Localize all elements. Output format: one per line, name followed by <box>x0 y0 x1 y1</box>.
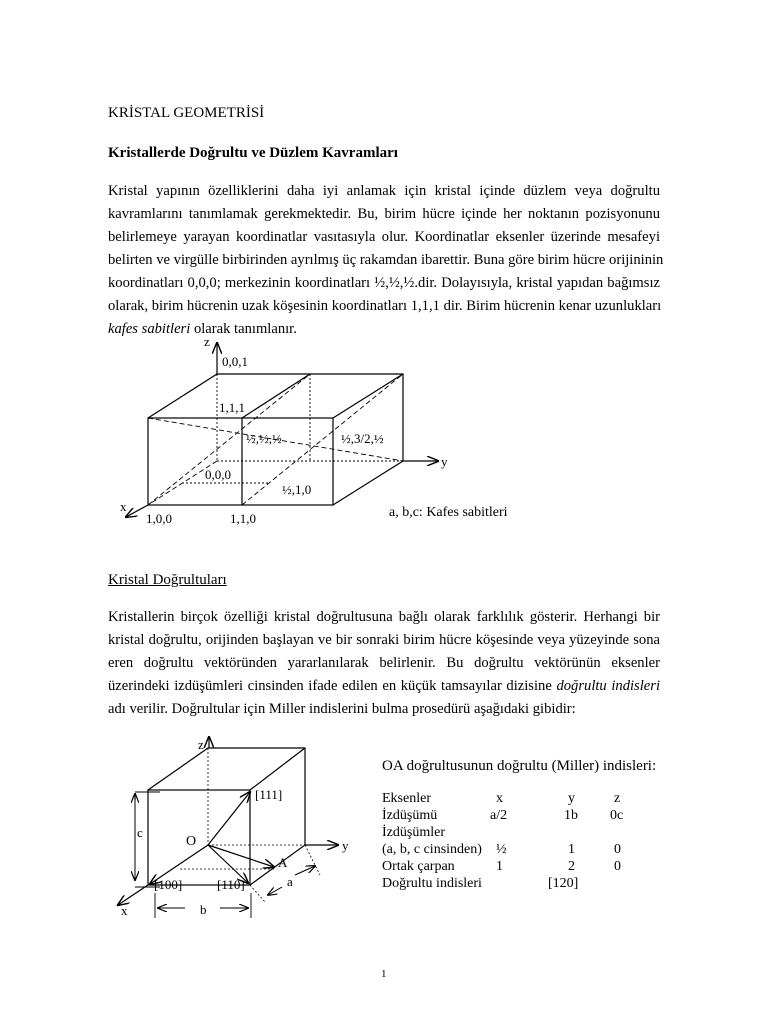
coord-label: 1,0,0 <box>146 511 172 526</box>
cell: İzdüşümü <box>382 808 438 823</box>
direction-111-label: [111] <box>255 787 283 802</box>
term-direction-indices: doğrultu indisleri <box>556 678 660 694</box>
cell: y <box>568 791 575 806</box>
table-row <box>382 858 642 875</box>
section-heading-crystal-directions: Kristal Doğrultuları <box>108 572 227 588</box>
cell: Eksenler <box>382 791 431 806</box>
text-line: belirlemeye yarayan koordinatlar vasıtasıyla olur. Koordinatlar eksenler üzerinde mesafeyi <box>108 229 660 245</box>
y-label: y <box>342 838 349 853</box>
cell: 0c <box>610 808 624 823</box>
text-line: koordinatları 0,0,0; merkezinin koordinatları ½,½,½.dir. Dolayısıyla, kristal yapıdan bağımsız <box>108 275 660 291</box>
text-line: Kristal yapının özelliklerini daha iyi anlamak için kristal içinde düzlem veya doğrultu <box>108 183 660 199</box>
result-value: [120] <box>548 876 579 891</box>
text-line: adı verilir. Doğrultular için Miller indislerini bulma prosedürü aşağıdaki gibidir: <box>108 701 576 717</box>
coord-label: 1,1,0 <box>230 511 256 526</box>
lattice-b-label: b <box>200 902 207 917</box>
lattice-c-label: c <box>137 825 143 840</box>
text-fragment: üzerindeki izdüşümleri cinsinden ifade edilen en küçük tamsayılar dizisine <box>108 678 557 694</box>
table-row <box>382 841 642 858</box>
z-label: z <box>198 737 204 752</box>
text-fragment: olarak tanımlanır. <box>190 321 297 337</box>
cell: z <box>614 791 621 806</box>
origin-label: O <box>186 834 197 849</box>
cell: x <box>496 791 503 806</box>
coord-label: 1,1,1 <box>219 400 245 415</box>
cell: 0 <box>614 842 621 857</box>
cell: 0 <box>614 859 621 874</box>
x-label: x <box>120 499 127 514</box>
coord-label: ½,3/2,½ <box>341 431 384 446</box>
cell: ½ <box>496 842 507 857</box>
table-row <box>382 875 642 892</box>
text-line: kavramlarını tanımlamak gerekmektedir. Bu, birim hücre içinde her noktanın pozisyonunu <box>108 206 660 222</box>
text-line <box>108 675 660 698</box>
cell: İzdüşümler <box>382 825 445 840</box>
miller-title: OA doğrultusunun doğrultu (Miller) indisleri: <box>382 758 657 774</box>
cell: (a, b, c cinsinden) <box>382 842 482 857</box>
page-number: 1 <box>381 968 387 980</box>
cell: 2 <box>568 859 575 874</box>
text-line: kristal doğrultu, orijinden başlayan ve bir sonraki birim hücre köşesinde veya yüzeyinde sona <box>108 632 660 648</box>
miller-table <box>382 790 642 892</box>
z-label: z <box>204 334 210 349</box>
text-line: belirten ve virgülle birbirinden ayrılmış üç rakamdan ibarettir. Buna göre birim hücre orijininin <box>108 252 664 268</box>
y-label: y <box>441 454 448 469</box>
cell: 1 <box>496 859 503 874</box>
direction-110-label: [110] <box>217 877 245 892</box>
document-title: KRİSTAL GEOMETRİSİ <box>108 105 265 121</box>
point-a-label: A <box>278 855 288 870</box>
cell: a/2 <box>490 808 508 823</box>
diagram-caption: a, b,c: Kafes sabitleri <box>389 505 508 520</box>
cell: Doğrultu indisleri <box>382 876 482 891</box>
cell: Ortak çarpan <box>382 859 455 874</box>
text-line: Kristallerin birçok özelliği kristal doğrultusuna bağlı olarak farklılık gösterir. Herhangi bir <box>108 609 660 625</box>
text-line: olarak, birim hücrenin uzak köşesinin koordinatları 1,1,1 dir. Birim hücrenin kenar uzunlukları <box>108 298 662 314</box>
paragraph-directions <box>108 606 660 721</box>
table-row <box>382 790 642 807</box>
coord-label: 0,0,0 <box>205 467 231 482</box>
term-lattice-constants: kafes sabitleri <box>108 321 191 337</box>
section-heading-directions-planes: Kristallerde Doğrultu ve Düzlem Kavramları <box>108 145 398 161</box>
coord-label: 0,0,1 <box>222 354 248 369</box>
table-row <box>382 824 642 841</box>
table-row <box>382 807 642 824</box>
coord-label: ½,1,0 <box>282 482 312 497</box>
x-label: x <box>121 903 128 918</box>
coord-label: ½,½,½ <box>246 431 282 446</box>
text-line: eren doğrultu vektöründen yararlanılarak belirlenir. Bu doğrultu vektörünün eksenler <box>108 655 660 671</box>
x-axis <box>126 505 148 517</box>
lattice-a-label: a <box>287 874 293 889</box>
cell: 1 <box>568 842 575 857</box>
direction-100-label: [100] <box>154 877 183 892</box>
cell: 1b <box>564 808 578 823</box>
